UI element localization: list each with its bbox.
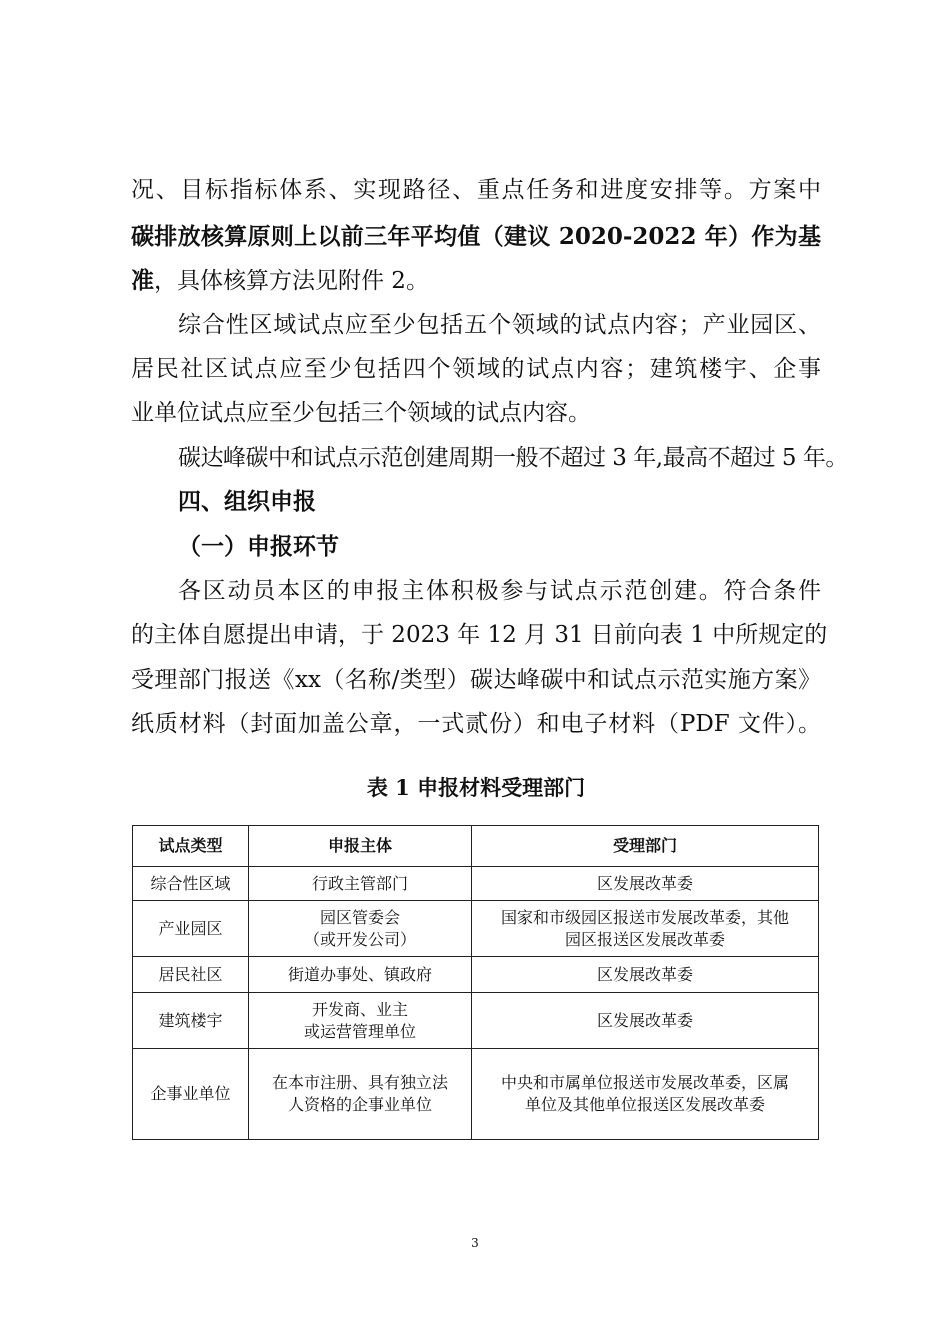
body-text-line: 受理部门报送《xx（名称/类型）碳达峰碳中和试点示范实施方案》	[131, 667, 821, 693]
table-row	[133, 993, 819, 1049]
cell-subject	[249, 867, 472, 901]
cell-line: 行政主管部门	[311, 873, 408, 893]
cell-type: 建筑楼宇	[133, 993, 249, 1049]
body-text-line-bold: 碳排放核算原则上以前三年平均值（建议 2020-2022 年）作为基	[131, 223, 821, 250]
table-title: 表 1 申报材料受理部门	[366, 775, 586, 800]
cell-subject	[249, 901, 472, 957]
acceptance-departments-table	[132, 825, 819, 1140]
table-row	[133, 867, 819, 901]
cell-subject	[249, 957, 472, 993]
subsection-heading: （一）申报环节	[178, 533, 339, 560]
cell-line: （或开发公司）	[303, 929, 416, 949]
body-text-line: 居民社区试点应至少包括四个领域的试点内容；建筑楼宇、企事	[131, 356, 821, 382]
cell-line: 国家和市级园区报送市发展改革委，其他	[500, 907, 789, 927]
cell-line: 区发展改革委	[596, 964, 693, 984]
cell-line: 园区报送区发展改革委	[564, 929, 725, 949]
cell-type: 综合性区域	[133, 867, 249, 901]
body-text-line: 纸质材料（封面加盖公章，一式贰份）和电子材料（PDF 文件）。	[131, 711, 821, 737]
cell-line: 单位及其他单位报送区发展改革委	[524, 1095, 765, 1114]
body-text-line: 综合性区域试点应至少包括五个领域的试点内容；产业园区、	[178, 312, 821, 338]
body-text-line	[131, 266, 429, 296]
cell-subject	[249, 1049, 472, 1140]
cell-dept	[472, 1049, 819, 1140]
cell-dept	[472, 867, 819, 901]
table-row	[133, 957, 819, 993]
cell-line: 或运营管理单位	[303, 1021, 416, 1041]
body-text: ，具体核算方法见附件 2。	[154, 268, 429, 294]
cell-line: 园区管委会	[319, 907, 400, 927]
cell-line: 在本市注册、具有独立法	[271, 1073, 448, 1092]
column-header: 受理部门	[472, 826, 819, 867]
table-row	[133, 901, 819, 957]
cell-type: 产业园区	[133, 901, 249, 957]
cell-type: 居民社区	[133, 957, 249, 993]
body-text-line: 的主体自愿提出申请，于 2023 年 12 月 31 日前向表 1 中所规定的	[131, 622, 828, 648]
cell-line: 街道办事处、镇政府	[287, 964, 432, 984]
cell-dept	[472, 957, 819, 993]
cell-type: 企事业单位	[133, 1049, 249, 1140]
cell-line: 区发展改革委	[596, 1010, 693, 1030]
column-header: 试点类型	[133, 826, 249, 867]
body-text-line: 碳达峰碳中和试点示范创建周期一般不超过 3 年,最高不超过 5 年。	[178, 445, 848, 471]
page-number: 3	[471, 1236, 479, 1250]
cell-line: 人资格的企事业单位	[287, 1095, 432, 1114]
body-text-line: 各区动员本区的申报主体积极参与试点示范创建。符合条件	[178, 578, 821, 604]
body-text-line: 况、目标指标体系、实现路径、重点任务和进度安排等。方案中	[131, 177, 821, 203]
bold-text: 准	[131, 267, 154, 294]
cell-line: 开发商、业主	[311, 999, 408, 1019]
cell-subject	[249, 993, 472, 1049]
cell-dept	[472, 901, 819, 957]
cell-line: 中央和市属单位报送市发展改革委，区属	[500, 1073, 789, 1092]
table-row	[133, 1049, 819, 1140]
column-header: 申报主体	[249, 826, 472, 867]
section-heading: 四、组织申报	[178, 488, 316, 515]
body-text-line: 业单位试点应至少包括三个领域的试点内容。	[131, 400, 591, 426]
cell-line: 区发展改革委	[596, 873, 693, 893]
table-header-row	[133, 826, 819, 867]
cell-dept	[472, 993, 819, 1049]
